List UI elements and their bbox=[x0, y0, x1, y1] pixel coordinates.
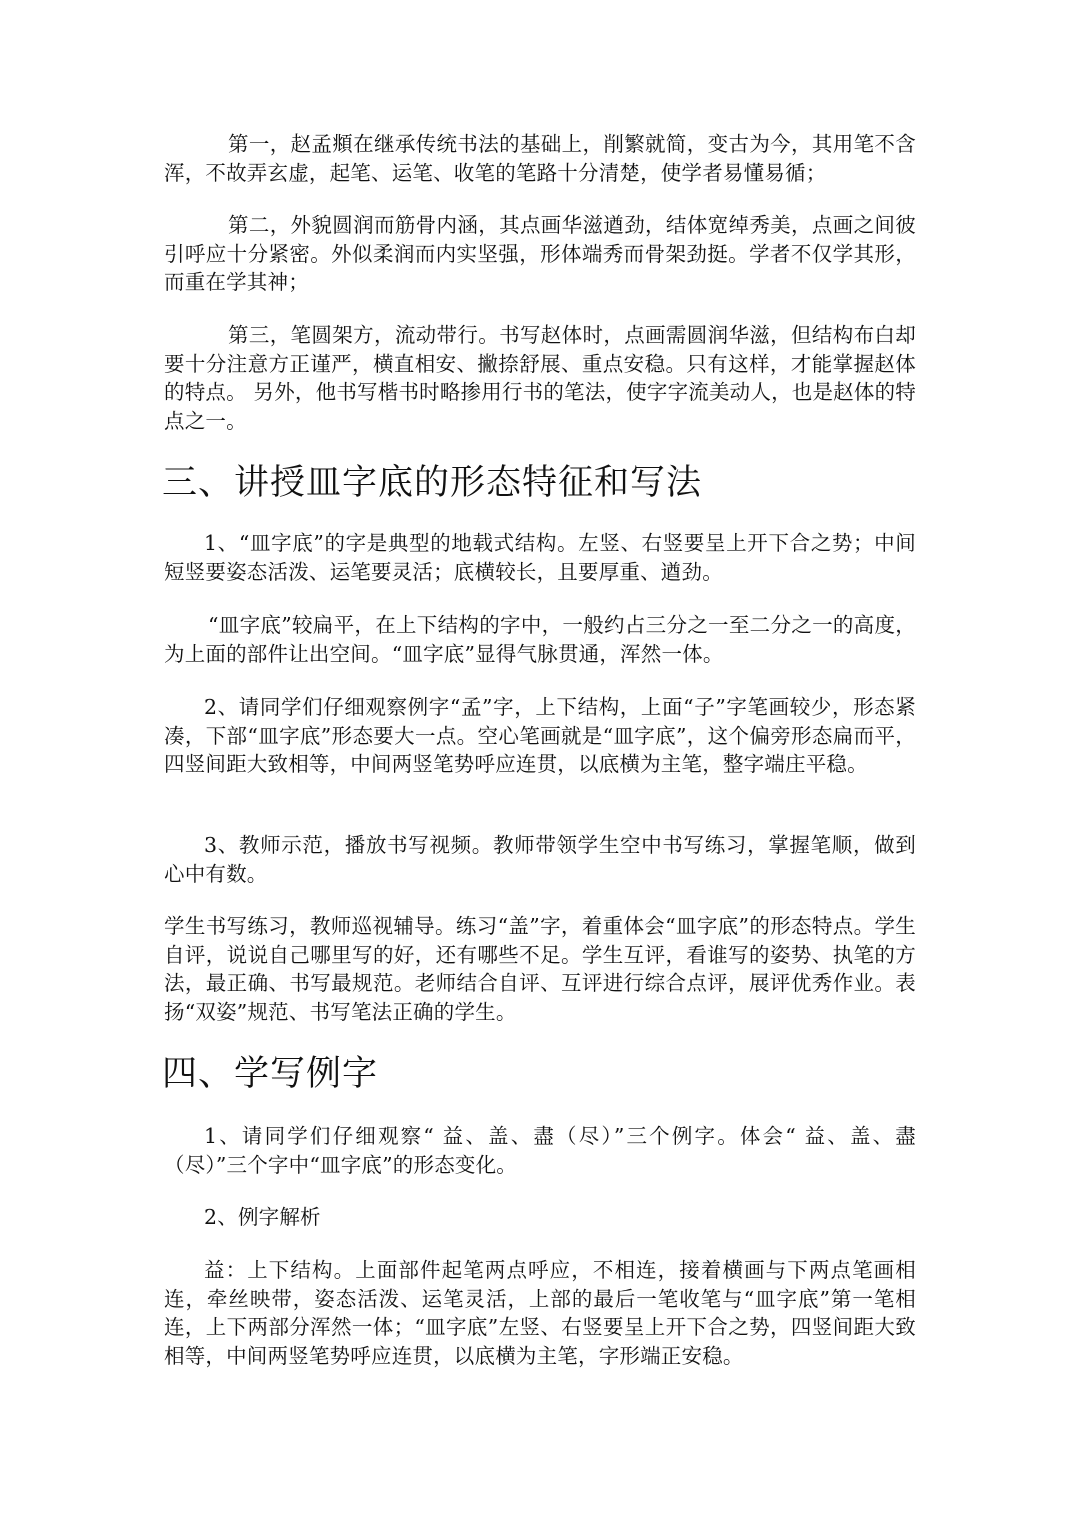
paragraph-yi-analysis: 益：上下结构。上面部件起笔两点呼应，不相连，接着横画与下两点笔画相连，牵丝映带，姿态活泼、运笔灵活，上部的最后一笔收笔与“皿字底”第一笔相连，上下两部分浑然一体；“皿字底”左竖、右竖要呈上开下合之势，四竖间距大致相等，中间两竖笔势呼应连贯，以底横为主笔，字形端正安稳。 bbox=[164, 1258, 916, 1368]
paragraph-structure-note: “皿字底”较扁平，在上下结构的字中，一般约占三分之一至二分之一的高度，为上面的部件让出空间。“皿字底”显得气脉贯通，浑然一体。 bbox=[164, 613, 916, 666]
paragraph-third-point: 第三，笔圆架方，流动带行。书写赵体时，点画需圆润华滋，但结构布白却要十分注意方正谨严，横直相安、撇捺舒展、重点安稳。只有这样，才能掌握赵体的特点。 另外，他书写楷书时略掺用行书的笔法，使字字流美动人，也是赵体的特点之一。 bbox=[164, 323, 916, 433]
paragraph-observe-examples: 1、请同学们仔细观察“ 益、盖、盡（尽）”三个例字。体会“ 益、盖、盡（尽）”三个字中“皿字底”的形态变化。 bbox=[164, 1124, 916, 1177]
paragraph-teacher-demo: 3、教师示范，播放书写视频。教师带领学生空中书写练习，掌握笔顺，做到心中有数。 bbox=[164, 833, 916, 886]
paragraph-structure-1: 1、“皿字底”的字是典型的地载式结构。左竖、右竖要呈上开下合之势；中间短竖要姿态活泼、运笔要灵活；底横较长，且要厚重、遒劲。 bbox=[164, 531, 916, 584]
paragraph-student-practice: 学生书写练习，教师巡视辅导。练习“盖”字，着重体会“皿字底”的形态特点。学生自评，说说自己哪里写的好，还有哪些不足。学生互评，看谁写的姿势、执笔的方法，最正确、书写最规范。老师结合自评、互评进行综合点评，展评优秀作业。表扬“双姿”规范、书写笔法正确的学生。 bbox=[164, 914, 916, 1024]
paragraph-second-point: 第二，外貌圆润而筋骨内涵，其点画华滋遒劲，结体宽绰秀美，点画之间彼引呼应十分紧密。外似柔润而内实坚强，形体端秀而骨架劲挺。学者不仅学其形，而重在学其神； bbox=[164, 213, 916, 295]
paragraph-example-analysis-title: 2、例字解析 bbox=[204, 1205, 321, 1229]
section-heading-four: 四、学写例字 bbox=[162, 1054, 379, 1094]
paragraph-first-point: 第一，赵孟頫在继承传统书法的基础上，削繁就简，变古为今，其用笔不含浑，不故弄玄虚，起笔、运笔、收笔的笔路十分清楚，使学者易懂易循； bbox=[164, 132, 916, 185]
paragraph-observe-meng: 2、请同学们仔细观察例字“孟”字，上下结构，上面“子”字笔画较少，形态紧凑，下部“皿字底”形态要大一点。空心笔画就是“皿字底”，这个偏旁形态扁而平，四竖间距大致相等，中间两竖笔势呼应连贯，以底横为主笔，整字端庄平稳。 bbox=[164, 695, 916, 777]
section-heading-three: 三、讲授皿字底的形态特征和写法 bbox=[162, 463, 703, 503]
